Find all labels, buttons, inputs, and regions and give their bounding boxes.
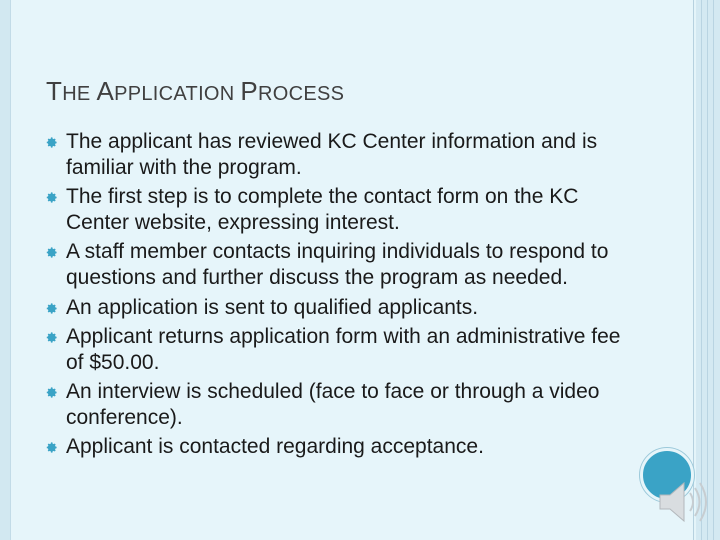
- gear-icon: [45, 441, 58, 454]
- title-rest: ROCESS: [258, 83, 345, 105]
- gear-icon: [45, 191, 58, 204]
- title-cap: T: [46, 76, 63, 106]
- bullet-text: The applicant has reviewed KC Center information and is familiar with the program.: [66, 130, 598, 179]
- gear-icon: [45, 331, 58, 344]
- title-rest: HE: [62, 83, 97, 105]
- gear-icon: [45, 386, 58, 399]
- gear-icon: [45, 302, 58, 315]
- frame-line: [707, 0, 708, 540]
- bullet-item: [45, 184, 625, 236]
- left-frame-band: [0, 0, 11, 540]
- bullet-item: [45, 379, 625, 431]
- frame-line: [713, 0, 714, 540]
- gear-icon: [45, 246, 58, 259]
- bullet-item: [45, 239, 625, 291]
- bullet-text: The first step is to complete the contact form on the KC Center website, expressing interest.: [66, 185, 579, 235]
- bullet-text: Applicant is contacted regarding acceptance.: [66, 435, 484, 459]
- bullet-text: An application is sent to qualified applicants.: [66, 295, 479, 319]
- frame-line: [701, 0, 702, 540]
- bullet-item: [45, 434, 625, 460]
- slide-title: [46, 76, 344, 107]
- bullet-list: [45, 129, 625, 463]
- bullet-text: A staff member contacts inquiring individuals to respond to questions and further discuss the program as needed.: [66, 240, 609, 290]
- bullet-item: [45, 324, 625, 376]
- speaker-icon[interactable]: [654, 477, 714, 527]
- bullet-item: [45, 295, 625, 321]
- title-cap: P: [240, 76, 259, 106]
- bullet-text: Applicant returns application form with an administrative fee of $50.00.: [66, 324, 621, 374]
- gear-icon: [45, 136, 58, 149]
- title-rest: PPLICATION: [114, 83, 241, 105]
- title-cap: A: [96, 76, 115, 106]
- right-frame-band: [696, 0, 720, 540]
- bullet-text: An interview is scheduled (face to face or through a video conference).: [66, 379, 600, 429]
- bullet-item: [45, 129, 625, 181]
